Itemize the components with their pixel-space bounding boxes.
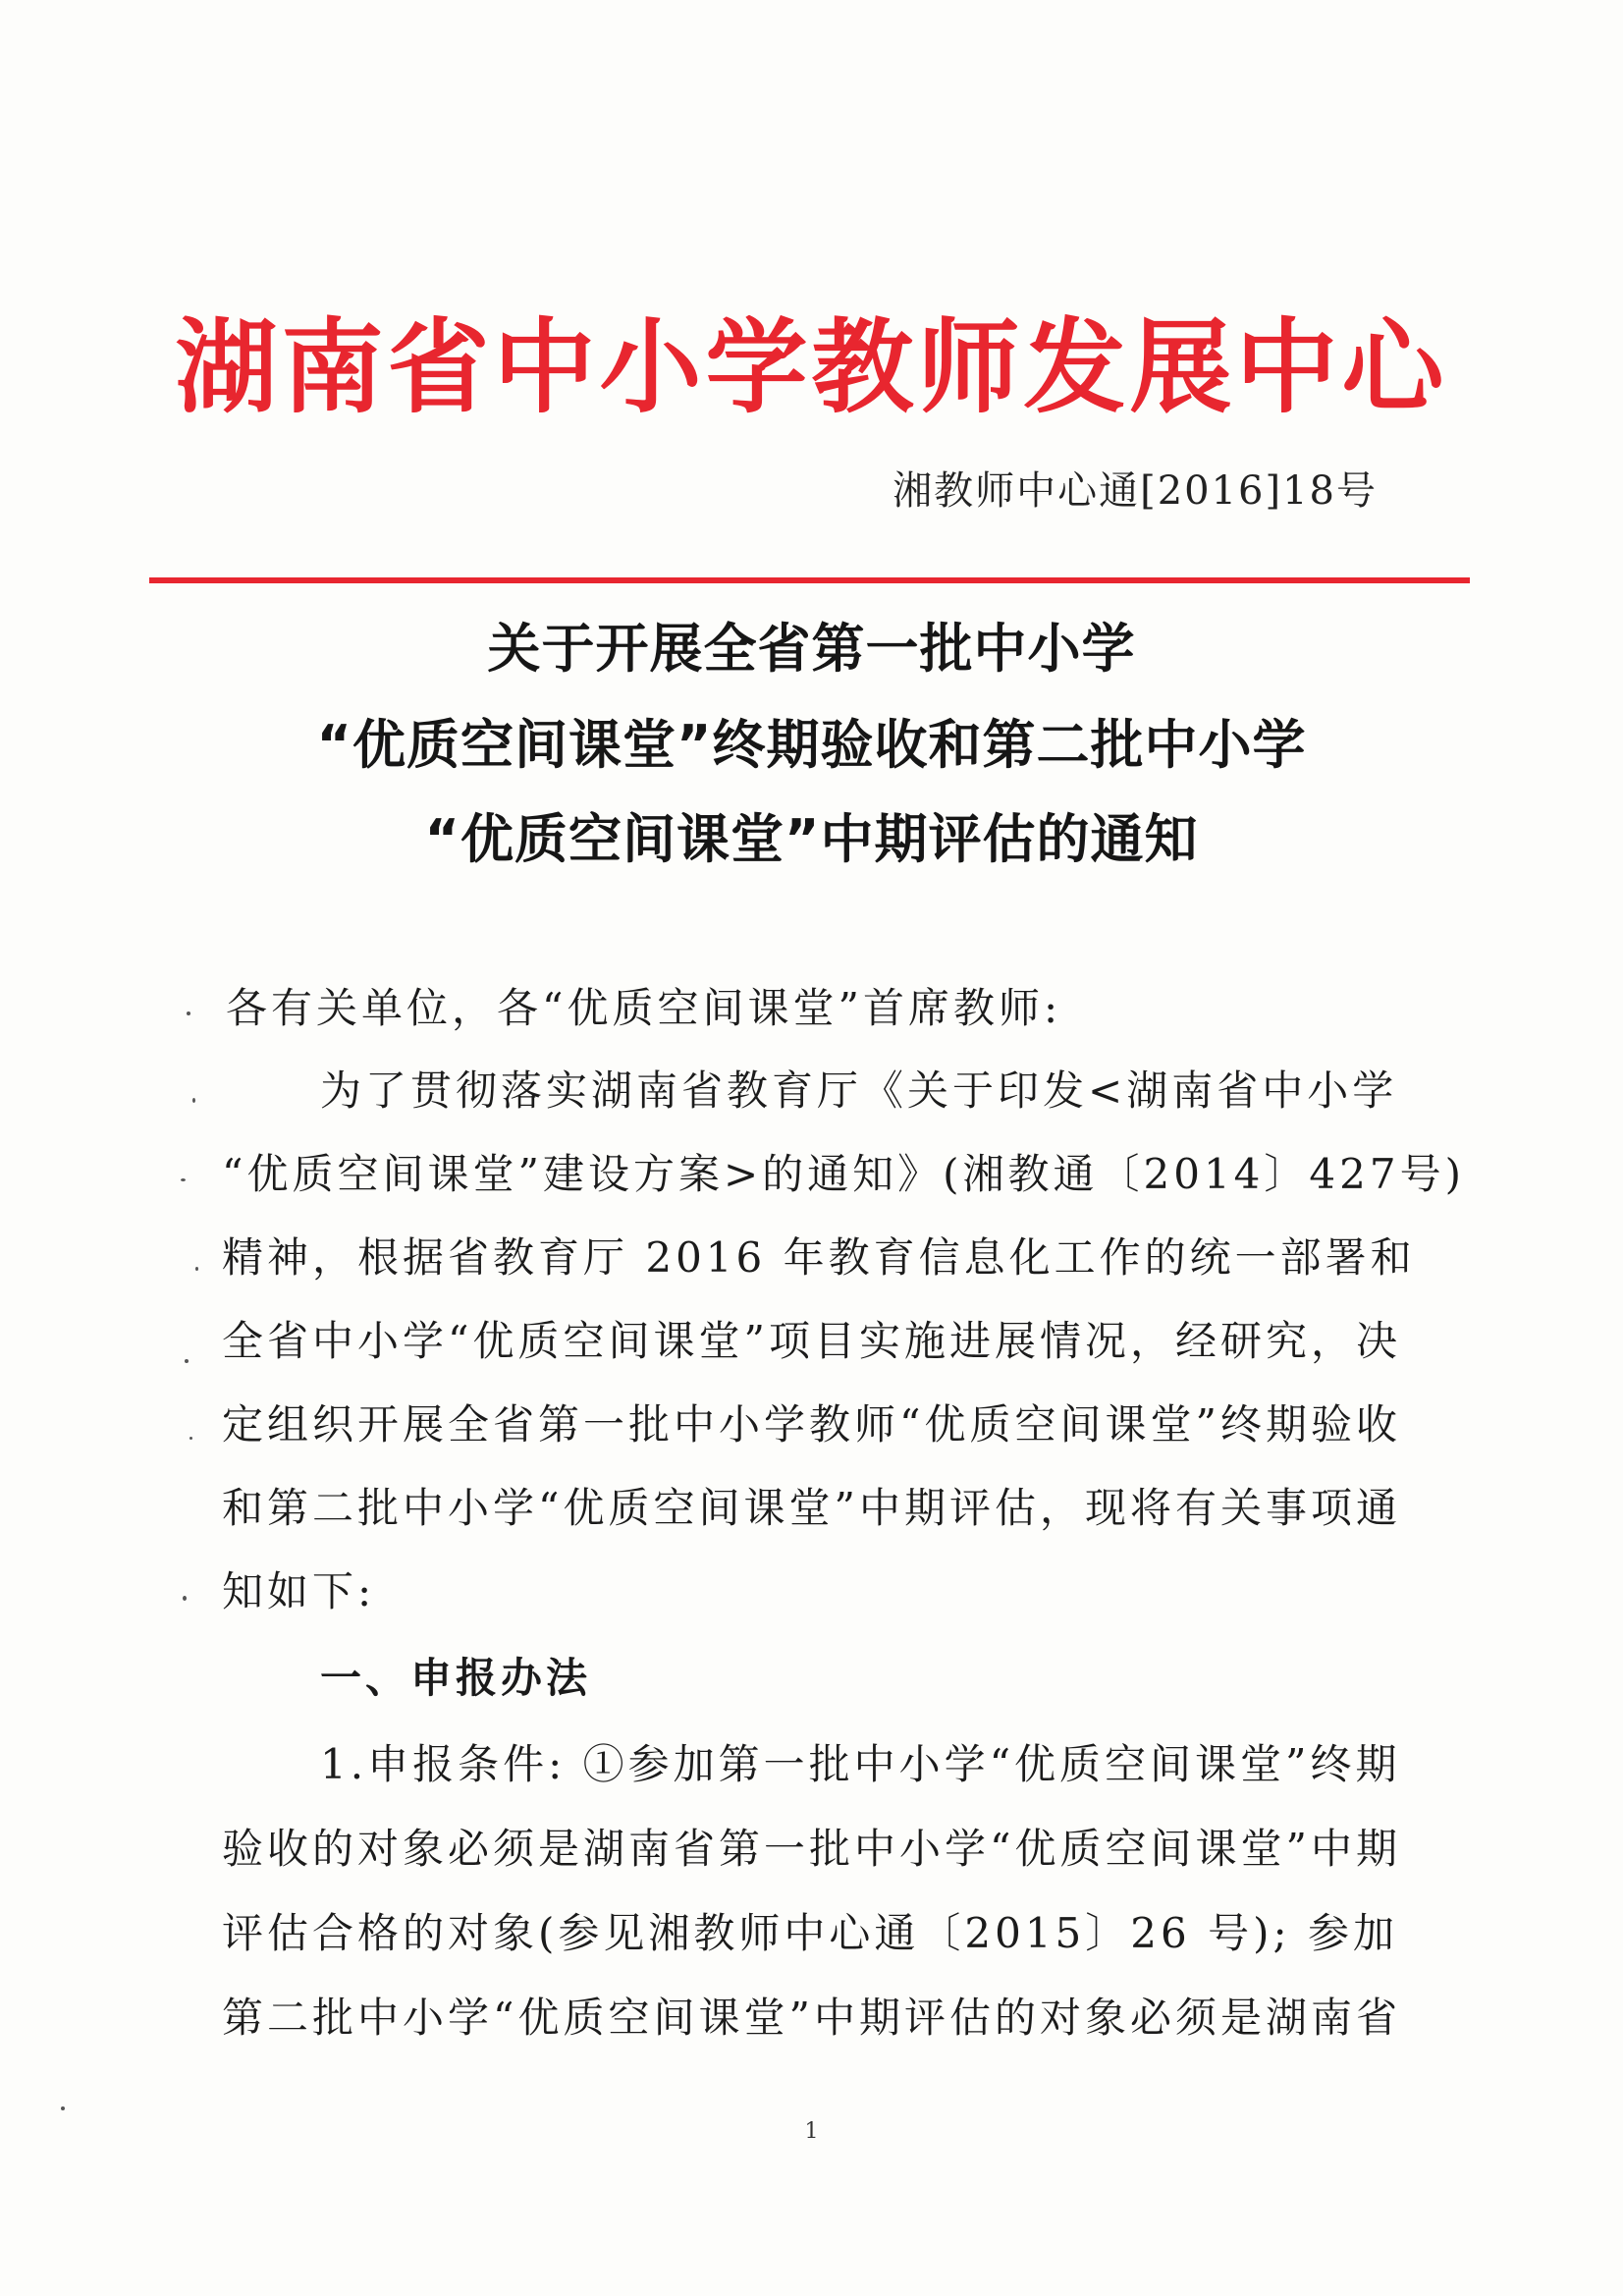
scan-speck — [181, 1178, 186, 1181]
paragraph-1-line: 全省中小学“优质空间课堂”项目实施进展情况，经研究，决 — [222, 1317, 1401, 1365]
document-number: 湘教师中心通[2016]18号 — [893, 468, 1378, 514]
letterhead-org-name: 湖南省中小学教师发展中心 — [175, 307, 1448, 427]
paragraph-2-line: 1.申报条件: ①参加第一批中小学“优质空间课堂”终期 — [320, 1740, 1401, 1788]
section-heading-1: 一、申报办法 — [320, 1654, 592, 1702]
paragraph-1-line: 定组织开展全省第一批中小学教师“优质空间课堂”终期验收 — [222, 1400, 1401, 1449]
letterhead-red-rule — [149, 577, 1470, 583]
paragraph-1-line: 精神，根据省教育厅 2016 年教育信息化工作的统一部署和 — [222, 1233, 1416, 1282]
document-title-line-2: “优质空间课堂”终期验收和第二批中小学 — [316, 714, 1307, 776]
salutation: 各有关单位，各“优质空间课堂”首席教师: — [226, 984, 1062, 1032]
page-number: 1 — [804, 2119, 819, 2144]
scan-speck — [195, 1267, 198, 1271]
paragraph-1-line: 为了贯彻落实湖南省教育厅《关于印发<湖南省中小学 — [320, 1066, 1398, 1115]
scan-speck — [183, 1596, 187, 1601]
document-title-line-1: 关于开展全省第一批中小学 — [487, 618, 1136, 680]
paragraph-2-line: 验收的对象必须是湖南省第一批中小学“优质空间课堂”中期 — [222, 1825, 1401, 1873]
scan-speck — [185, 1359, 189, 1363]
document-title-line-3: “优质空间课堂”中期评估的通知 — [424, 808, 1199, 870]
paragraph-1-line: “优质空间课堂”建设方案>的通知》(湘教通〔2014〕427号) — [222, 1150, 1465, 1198]
paragraph-1-line: 和第二批中小学“优质空间课堂”中期评估，现将有关事项通 — [222, 1484, 1401, 1532]
scan-speck — [189, 1437, 192, 1440]
scan-speck — [61, 2106, 65, 2110]
paragraph-2-line: 评估合格的对象(参见湘教师中心通〔2015〕26 号); 参加 — [222, 1909, 1398, 1957]
scan-speck — [192, 1098, 195, 1103]
paragraph-2-line: 第二批中小学“优质空间课堂”中期评估的对象必须是湖南省 — [222, 1994, 1401, 2042]
paragraph-1-line: 知如下: — [222, 1567, 376, 1615]
scan-speck — [187, 1011, 190, 1015]
